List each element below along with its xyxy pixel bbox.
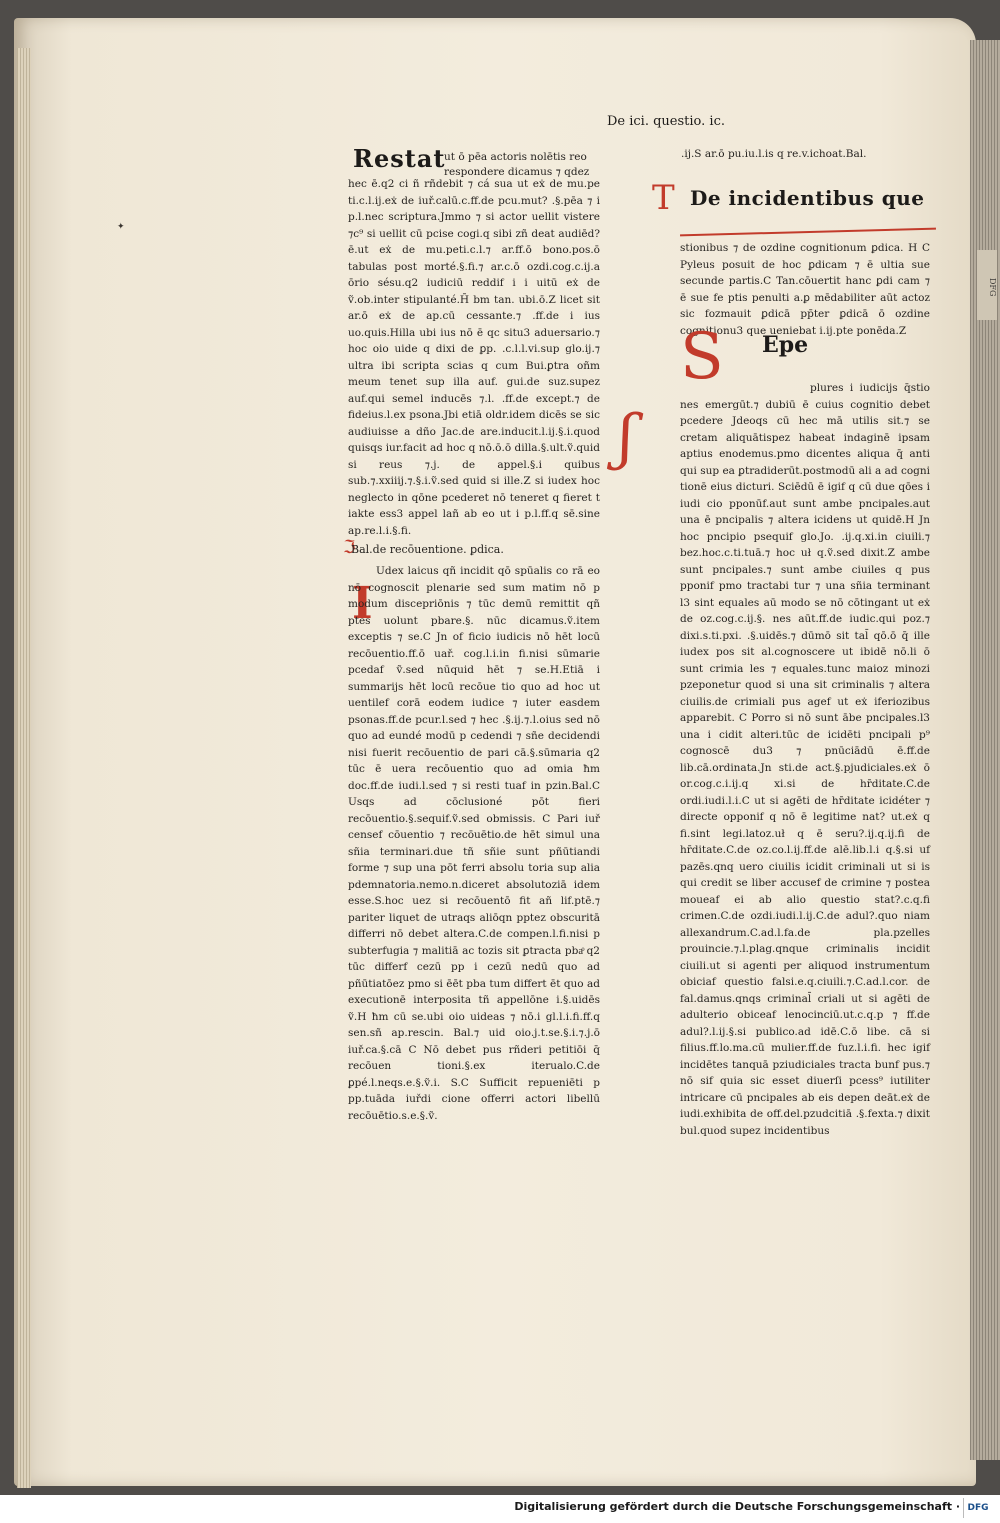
section-heading-bal: Bal.de recōuentione. ꝑdica. (351, 543, 504, 556)
pinhole-mark: ✦ (117, 222, 125, 232)
footer-credit: Digitalisierung gefördert durch die Deutsche Forschungsgemeinschaft · (514, 1500, 960, 1513)
initial-word-restat: Restat (353, 144, 446, 173)
left-column-text-a: hec ē.q2 ci ñ rñdebit ⁊ cá sua ut eẋ de mu.pe ti.c.l.ij.eẋ de iuř.calū.c.ff.de pcu.mut? .§.pēa ⁊ i p.l.nec scriptura.Jmmo ⁊ si actor uellit vistere ⁊c⁹ si uellit cū pcise cogi.q sibi zñ deat audiēd? ē.ut eẋ de mu.peti.c.l.⁊ ar.ff.ō bono.pos.ō tabulas post morté.§.fi.⁊ ar.c.ō ozdi.cog.c.ij.a ōrio sésu.q2 iudiciū reddif i i uitū eẋ de ṽ.ob.inter stipulanté.H̄ bm tan. ubi.ō.Z licet sit ar.ō eẋ de ap.cū cessante.⁊ .ff.de i ius uo.quis.Hilla ubi ius nō ē qc situ3 aduersario.⁊ hoc oio uide q dixi de ꝑp. .c.l.l.vi.sup glo.ij.⁊ ultra ibi scripta scias q cum Bui.ꝑtra oñm meum tenet sup illa auf. gui.de suz.supez auf.qui semel inducēs ⁊.l. .ff.de except.⁊ de fideius.l.ex psona.Jbi etiā oldr.idem dicēs se sic audiuisse a dño Jac.de are.inducit.l.ij.§.i.quod quisqs iur.facit ad hoc q nō.ō.ō dilla.§.ult.ṽ.quid si reus ⁊.j. de appel.§.i quibus sub.⁊.xxiiij.⁊.§.i.ṽ.sed quid si ille.Z si iudex hoc neglecto in qōne pcederet nō teneret q fieret t iakte ess3 appel lañ ab eo ut i p.l.ff.q sē.sine ap.re.l.i.§.fi. (348, 178, 600, 537)
red-initial-t: T (652, 178, 675, 218)
dfg-logo-icon: DFG (963, 1498, 992, 1518)
left-column-text-b: Udex laicus qñ incidit qō spūalis co rā eo nō cognoscit plenarie sed sum matim nō p modum discepriōnis ⁊ tūc demū remittit qñ ptes uolunt pbare.§. nūc dicamus.ṽ.item exceptis ⁊ se.C Jn of ficio iudicis nō hēt locū recōuentio.ff.ō uař. cog.l.i.in fi.nisi sūmarie pcedaf ṽ.sed nūquid hēt ⁊ se.H.Etiā i summarijs hēt locū recōue tio quo ad hoc ut uentilef corā eodem iudice ⁊ iuter easdem psonas.ff.de pcur.l.sed ⁊ hec .§.ij.⁊.l.oius sed nō quo ad eundé modū p cedendi ⁊ sñe decidendi nisi fuerit recōuentio de pari cā.§.sūmaria q2 tūc ē uera recōuentio quo ad omia ħm doc.ff.de iudi.l.sed ⁊ si resti tuaf in pzin.Bal.C Usqs ad cōclusioné pōt fieri recōuentio.§.sequif.ṽ.sed obmissis. C Pari iuř censef cōuentio ⁊ recōuētio.de hēt simul una sñia terminari.due tñ sñie sunt pñūtiandi forme ⁊ sup una pōt ferri absolu toria sup alia pdemnatoria.nemo.n.diceret absolutoziā idem esse.S.hoc uez si recōuentō fit añ lif.ptē.⁊ pariter liquet de utraqs aliōqn pptez obscuritā differri nō debet altera.C.de compen.l.fi.nisi p subterfugia ⁊ malitiā ac tozis sit ꝑtracta pbaͦ q2 tūc differf cezū pp i cezū nedū quo ad pñūtiatōez pmo si ēēt pba tum differt ēt quo ad executionē interposita tñ appellōne i.§.uidēs ṽ.H ħm cū se.ubi oio uideas ⁊ nō.i gl.l.i.fi.ff.q sen.sñ ap.rescin. Bal.⁊ uid oio.j.t.se.§.i.⁊.j.ō iuř.ca.§.cā C Nō debet pus rñderi petitiōi q̄ recōuen tioni.§.ex iterualo.C.de ꝑpé.l.neqs.e.§.ṽ.i. S.C Sufficit repueniēti p pp.tuāda iuřdi cione offerri actori libellū recōuētio.s.e.§.ṽ. (348, 565, 600, 1122)
right-column-text-a: stionibus ⁊ de ozdine cognitionum ꝑdica. H C Pyleus posuit de hoc ꝑdicam ⁊ ē ultia sue secunde partis.C Tan.cōuertit hanc ꝑdi cam ⁊ ē sue fe ptis penulti a.ꝑ mēdabiliter aūt actoz sic fozmauit ꝑdicā pp̄ter ꝑdicā ō ozdine cognitionu3 que ueniebat i.ij.pte ponēda.Z (680, 242, 930, 337)
red-initial-s: S (680, 320, 724, 394)
initial-word-saepe: Epe (762, 332, 809, 358)
gutter-edge (17, 48, 31, 1488)
right-column-first-line: .ij.S ar.ō pu.iu.l.is q re.v.ichoat.Bal. (681, 148, 867, 160)
edge-tab: DFG (977, 250, 997, 320)
red-initial-i: I (352, 578, 373, 629)
red-marginal-flourish: ʃ (618, 402, 635, 472)
initial-tail-text: ut ō pēa actoris nolētis reo respondere dicamus ⁊ qdez (444, 151, 590, 178)
right-column-text-b: plures i iudicijs q̄stio nes emergūt.⁊ dubiū ē cuius cognitio debet pcedere Jdeoqs cū hec mā utilis sit.⁊ se cretam aliquātispez habeat indaginē ipsam aptius enodemus.pmo dicentes aliqua q̄ anti qui sup ea ꝑtradiderūt.postmodū ali a ad cogni tionē eius dicturi. Sciēdū ē igif q cū due qōes i iudi cio pponūf.aut sunt ambe pncipales.aut una ē pncipalis ⁊ altera icidens ut quidē.H Jn hoc pncipio psequif glo.Jo. .ij.q.xi.in ciuili.⁊ bez.hoc.c.ti.tuā.⁊ hoc uł q.ṽ.sed dixit.Z ambe sunt pncipales.⁊ sunt ambe ciuiles q pus pponif pmo tractabi tur ⁊ una sñia terminant l3 sint equales aū modo se nō cōtingant ut eẋ de oz.cog.c.ij.§. nes aūt.ff.de iudic.qui poz.⁊ dixi.s.ti.pxi. .§.uidēs.⁊ dūmō sit tal̄ qō.ō q̄ ille iudex pos sit al.cognoscere ut ibidē nō.li ō sunt crimia les ⁊ equales.tunc maioz minozi pzeponetur quod si una sit criminalis ⁊ altera ciuilis.de crimiali pus agef ut eẋ iferiozibus apparebit. C Porro si nō sunt ābe pncipales.l3 una i cidit alteri.tūc de icidēti pncipali p⁹ cognoscē du3 ⁊ pnūciādū ē.ff.de lib.cā.ordinata.Jn sti.de act.§.pjudiciales.eẋ ō or.cog.c.i.ij.q xi.si de hr̄ditate.C.de ordi.iudi.l.i.C ut si agēti de hr̄ditate icidéter ⁊ directe opponif q nō ē legitime nat? ut.eẋ q fi.sint legi.latoz.uł q ē seru?.ij.q.ij.fi de hr̄ditate.C.de oz.co.l.ij.ff.de alē.lib.l.i q.§.si uf pazēs.qnq uero ciuilis icidit criminali ut si is qui credit se liber accusef de crimine ⁊ postea moueaf ei ab alio questio stat?.c.q.fi crimen.C.de ozdi.iudi.l.ij.C.de adul?.quo niam allexandrum.C.ad.l.fa.de pla.pzelles prouincie.⁊.l.plag.qnque criminalis incidit ciuili.ut si agenti per aliquod instrumentum obiciaf questio falsi.e.q.ciuili.⁊.C.ad.l.cor. de fal.damus.qnqs criminal̄ criali ut si agēti de adulterio obiceaf lenocinciū.ut.c.q.p ⁊ ff.de adul?.l.ij.§.si publico.ad idē.C.ō libe. cā si filius.ff.lo.ma.cū mulier.ff.de fuz.l.i.fi. hec igif incidētes tanquā pziudiciales tracta bunf pus.⁊ nō sif quia sic esset diuerſi pcess⁹ iutiliter intricare cū pncipales ab eis depen deāt.eẋ de iudi.exhibita de off.del.pzudcitiā .§.fexta.⁊ dixit bul.quod supez incidentibus (680, 382, 930, 1137)
rubric-mark-bal: ℑ (343, 537, 356, 558)
running-head: De ici. questio. ic. (607, 114, 725, 129)
section-title-incidentibus: De incidentibus que (690, 186, 925, 210)
